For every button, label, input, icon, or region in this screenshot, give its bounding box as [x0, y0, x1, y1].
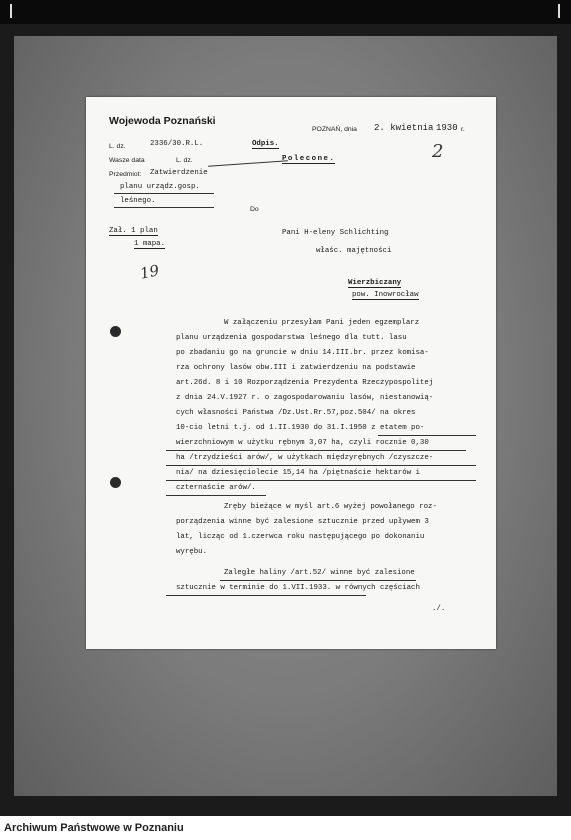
body-line: W załączeniu przesyłam Pani jeden egzemplarz	[224, 319, 420, 327]
ldz-value: 2336/30.R.L.	[150, 140, 204, 148]
attachment-line: Zał. 1 plan	[109, 227, 158, 235]
odpis-mark: Odpis.	[252, 140, 279, 148]
body-line: nia/ na dziesięciolecie 15,14 ha /piętnaście hektarów i	[176, 469, 420, 477]
body-line: z dnia 24.V.1927 r. o zagospodarowaniu lasów, niestanowią-	[176, 394, 434, 402]
body-line: Zręby bieżące w myśl art.6 wyżej powołanego roz-	[224, 503, 437, 511]
page-number: 2	[432, 141, 444, 162]
przedmiot-label: Przedmiot:	[109, 171, 142, 178]
authority-heading: Wojewoda Poznański	[109, 115, 216, 127]
archive-caption	[0, 816, 571, 840]
przedmiot-line: planu urządz.gosp.	[120, 183, 200, 191]
date-value: 2. kwietnia	[374, 123, 434, 133]
strike-line	[208, 160, 288, 167]
film-strip-top	[0, 0, 571, 24]
scan-frame	[0, 24, 571, 816]
przedmiot-line: Zatwierdzenie	[150, 169, 208, 177]
body-line: art.26d. 8 i 10 Rozporządzenia Prezydenta Rzeczypospolitej	[176, 379, 434, 387]
body-underline	[166, 495, 266, 496]
film-notch	[558, 4, 560, 18]
body-underline	[378, 435, 476, 436]
ldz-label: L. dz.	[109, 143, 126, 150]
body-underline	[220, 580, 416, 581]
body-underline	[166, 480, 476, 481]
body-line: lat, licząc od 1.czerwca roku następującego po dokonaniu	[176, 533, 425, 541]
body-underline	[166, 450, 466, 451]
field-rule	[114, 193, 214, 194]
archive-name: Archiwum Państwowe w Poznaniu	[4, 822, 184, 834]
year-suffix: r.	[461, 126, 465, 133]
continuation-mark: ./.	[432, 605, 446, 613]
body-line: 10-cio letni t.j. od 1.II.1930 do 31.I.1950 z etatem po-	[176, 424, 425, 432]
body-line: wyrębu.	[176, 548, 208, 556]
body-line: ha /trzydzieści arów/, w użytkach międzyrębnych /czyszcze-	[176, 454, 434, 462]
do-label: Do	[250, 206, 259, 213]
body-underline	[166, 465, 476, 466]
field-rule	[114, 207, 214, 208]
body-line: Zaległe haliny /art.52/ winne być zalesione	[224, 569, 415, 577]
year-value: 1930	[436, 123, 458, 133]
wasze-ldz-label: L. dz.	[176, 157, 193, 164]
body-line: rza ochrony lasów obw.III i zatwierdzeniu na podstawie	[176, 364, 416, 372]
przedmiot-line: leśnego.	[120, 197, 156, 205]
body-line: czternaście arów/.	[176, 484, 256, 492]
body-line: porządzenia winne być zalesione sztucznie przed upływem 3	[176, 518, 429, 526]
attachment-line: 1 mapa.	[134, 240, 166, 248]
letter-page	[86, 97, 496, 649]
punch-hole	[110, 326, 121, 337]
body-line: wierzchniowym w użytku rębnym 3,07 ha, czyli rocznie 0,30	[176, 439, 429, 447]
body-underline	[166, 595, 366, 596]
body-line: planu urządzenia gospodarstwa leśnego dla tutt. lasu	[176, 334, 407, 342]
place-line: pow. Inowrocław	[352, 291, 419, 299]
body-line: sztucznie w terminie do 1.VII.1933. w równych częściach	[176, 584, 420, 592]
body-line: po zbadaniu go na gruncie w dniu 14.III.br. przez komisa-	[176, 349, 429, 357]
polecone-mark: Polecone.	[282, 155, 336, 163]
recipient-line: Pani H-eleny Schlichting	[282, 229, 389, 237]
body-line: cych własności Państwa /Dz.Ust.Rr.57,poz.504/ na okres	[176, 409, 416, 417]
place-line: Wierzbiczany	[348, 279, 402, 287]
handwritten-note: 19	[138, 261, 161, 283]
recipient-line: właśc. majętności	[316, 247, 392, 255]
place-date-label: POZNAŃ, dnia	[312, 126, 357, 133]
punch-hole	[110, 477, 121, 488]
wasze-label: Wasze data	[109, 157, 145, 164]
film-notch	[10, 4, 12, 18]
